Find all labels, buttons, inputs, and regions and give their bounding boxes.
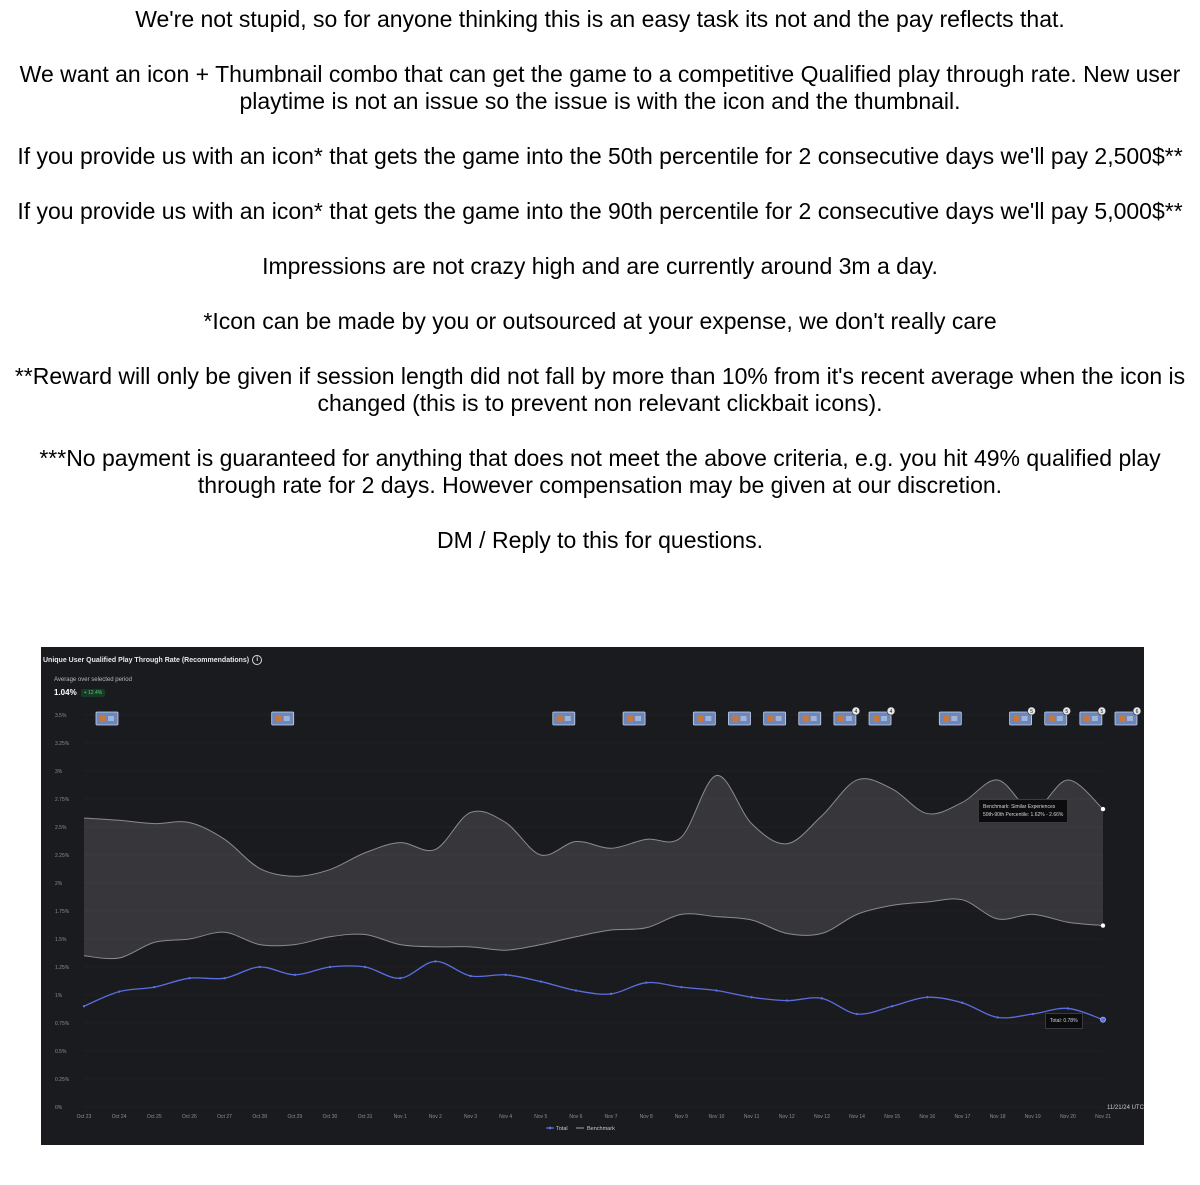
total-point (891, 1005, 893, 1007)
annotation-marker (1080, 712, 1102, 725)
chart-svg (41, 647, 1144, 1145)
annotation-marker-thumb (697, 715, 703, 722)
y-tick-label: 3.25% (55, 741, 70, 747)
annotation-marker-thumb (776, 716, 782, 721)
total-point (996, 1016, 998, 1018)
total-point (504, 974, 506, 976)
x-tick-label: Nov 5 (534, 1114, 548, 1120)
annotation-marker-thumb (276, 715, 282, 722)
annotation-marker (834, 712, 856, 725)
y-tick-label: 2% (55, 881, 63, 887)
annotation-marker-thumb (838, 715, 844, 722)
y-tick-label: 0.25% (55, 1077, 70, 1083)
x-tick-label: Nov 11 (743, 1114, 760, 1120)
post-paragraph: If you provide us with an icon* that gets the game into the 50th percentile for 2 consecutive days we'll pay 2,500$** (17, 143, 1183, 169)
y-tick-label: 0% (55, 1105, 63, 1111)
total-point (961, 1002, 963, 1004)
average-change-badge: + 12.4% (81, 689, 106, 697)
annotation-marker-thumb (881, 716, 887, 721)
post-paragraph: ***No payment is guaranteed for anything that does not meet the above criteria, e.g. you hit 49% qualified play through rate for 2 days. However compensation may be given at our discretion. (39, 445, 1161, 498)
y-tick-label: 1.25% (55, 965, 70, 971)
annotation-marker-thumb (768, 715, 774, 722)
annotation-badge-label: 5 (1030, 709, 1033, 715)
total-tooltip (1045, 1013, 1083, 1029)
info-icon[interactable]: i (252, 655, 262, 665)
annotation-marker-thumb (100, 715, 106, 722)
post-paragraph: We're not stupid, so for anyone thinking this is an easy task its not and the pay reflects that. (135, 6, 1065, 32)
benchmark-tooltip-line2: 50th-90th Percentile: 1.62% - 2.66% (983, 812, 1064, 819)
annotation-marker-thumb (565, 716, 571, 721)
annotation-marker-thumb (811, 716, 817, 721)
total-point (153, 986, 155, 988)
x-tick-label: Oct 26 (182, 1114, 197, 1120)
total-point (188, 977, 190, 979)
annotation-marker-thumb (108, 716, 114, 721)
annotation-marker (728, 712, 750, 725)
average-label: Average over selected period (54, 677, 132, 683)
x-tick-label: Oct 27 (217, 1114, 232, 1120)
annotation-marker (939, 712, 961, 725)
x-tick-label: Nov 16 (919, 1114, 936, 1120)
post-paragraph: Impressions are not crazy high and are currently around 3m a day. (262, 253, 938, 279)
x-tick-label: Nov 8 (639, 1114, 653, 1120)
x-tick-label: Nov 6 (569, 1114, 583, 1120)
legend-total-label: Total (556, 1126, 568, 1132)
x-tick-label: Nov 15 (884, 1114, 901, 1120)
benchmark-lower-endpoint (1101, 923, 1105, 927)
x-tick-label: Nov 17 (954, 1114, 971, 1120)
total-tooltip-line1: Total: 0.78% (1050, 1017, 1078, 1024)
annotation-marker-thumb (1084, 715, 1090, 722)
total-point (118, 990, 120, 992)
x-tick-label: Oct 28 (252, 1114, 268, 1120)
post-paragraph: If you provide us with an icon* that gets the game into the 90th percentile for 2 consecutive days we'll pay 5,000$** (17, 198, 1183, 224)
x-tick-label: Nov 4 (499, 1114, 513, 1120)
total-point (645, 981, 647, 983)
annotation-marker-thumb (1057, 716, 1063, 721)
x-tick-label: Oct 23 (76, 1114, 92, 1120)
benchmark-tooltip (978, 799, 1068, 823)
annotation-marker-thumb (1092, 716, 1098, 721)
annotation-marker-thumb (943, 715, 949, 722)
total-point (223, 977, 225, 979)
total-point (294, 974, 296, 976)
total-line (84, 961, 1103, 1019)
total-point (469, 975, 471, 977)
x-tick-label: Oct 29 (287, 1114, 303, 1120)
total-point (1067, 1007, 1069, 1009)
annotation-marker-thumb (1014, 715, 1020, 722)
annotation-marker-thumb (627, 715, 633, 722)
annotation-marker (272, 712, 294, 725)
benchmark-upper-endpoint (1101, 807, 1105, 811)
annotation-marker (799, 712, 821, 725)
annotation-marker-thumb (1022, 716, 1028, 721)
total-point (926, 996, 928, 998)
chart-title-text: Unique User Qualified Play Through Rate (Recommendations) (43, 656, 250, 664)
x-tick-label: Nov 13 (813, 1114, 830, 1120)
x-tick-label: Oct 30 (322, 1114, 338, 1120)
x-tick-label: Nov 14 (849, 1114, 865, 1120)
benchmark-tooltip-line1: Benchmark: Similar Experiences (983, 804, 1056, 811)
total-point (364, 966, 366, 968)
x-tick-label: Oct 24 (111, 1114, 127, 1120)
y-tick-label: 0.75% (55, 1021, 70, 1027)
annotation-marker-thumb (1119, 715, 1125, 722)
annotation-marker (693, 712, 715, 725)
annotation-badge-label: 5 (1100, 709, 1104, 715)
x-tick-label: Nov 9 (674, 1114, 688, 1120)
x-tick-label: Oct 31 (357, 1114, 373, 1120)
annotation-marker-thumb (705, 716, 711, 721)
x-tick-label: Nov 3 (463, 1114, 478, 1120)
total-point (680, 986, 682, 988)
total-point (715, 989, 717, 991)
total-point (821, 997, 823, 999)
annotation-marker (96, 712, 118, 725)
post-paragraph: **Reward will only be given if session length did not fall by more than 10% from it's recent average when the icon is changed (this is to prevent non relevant clickbait icons). (14, 363, 1186, 416)
total-point (1032, 1013, 1034, 1015)
post-paragraph: We want an icon + Thumbnail combo that can get the game to a competitive Qualified play through rate. New user playtime is not an issue so the issue is with the icon and the thumbnail. (19, 61, 1181, 114)
total-point (856, 1013, 858, 1015)
x-tick-label: Nov 18 (989, 1114, 1006, 1120)
total-point (610, 993, 612, 995)
chart-title (43, 655, 262, 665)
x-tick-label: Oct 25 (146, 1114, 162, 1120)
annotation-marker (1115, 712, 1137, 725)
annotation-marker (1010, 712, 1032, 725)
date-label: 11/21/24 UTC (1107, 1105, 1144, 1111)
annotation-badge-label: 4 (889, 709, 893, 715)
annotation-marker-thumb (846, 716, 852, 721)
average-value-row (54, 688, 105, 697)
legend-benchmark-label: Benchmark (587, 1126, 615, 1132)
annotation-marker (764, 712, 786, 725)
total-point (750, 996, 752, 998)
annotation-marker-thumb (740, 716, 746, 721)
annotation-marker-thumb (951, 716, 957, 721)
annotation-marker-thumb (635, 716, 641, 721)
x-tick-label: Nov 10 (708, 1114, 725, 1120)
annotation-marker (1045, 712, 1067, 725)
total-point (786, 999, 788, 1001)
annotation-marker (553, 712, 575, 725)
total-point (540, 980, 542, 982)
total-point (575, 989, 577, 991)
benchmark-band (84, 775, 1103, 958)
y-tick-label: 1% (55, 993, 63, 999)
total-point (83, 1005, 85, 1007)
x-tick-label: Nov 7 (604, 1114, 618, 1120)
annotation-marker-thumb (1049, 715, 1055, 722)
annotation-marker-thumb (284, 716, 290, 721)
y-tick-label: 2.75% (55, 797, 70, 803)
total-point (399, 977, 401, 979)
x-tick-label: Nov 19 (1024, 1114, 1041, 1120)
post-paragraph: *Icon can be made by you or outsourced at your expense, we don't really care (203, 308, 997, 334)
post-paragraph: DM / Reply to this for questions. (437, 527, 763, 553)
x-tick-label: Nov 2 (428, 1114, 442, 1120)
post-text (0, 6, 1200, 582)
total-point (329, 966, 331, 968)
total-point (1100, 1017, 1105, 1022)
annotation-marker-thumb (873, 715, 879, 722)
x-tick-label: Nov 12 (778, 1114, 795, 1120)
y-tick-label: 0.5% (55, 1049, 67, 1055)
y-tick-label: 1.5% (55, 937, 67, 943)
annotation-badge-label: 6 (1135, 709, 1139, 715)
x-tick-label: Nov 1 (393, 1114, 407, 1120)
annotation-badge-label: 4 (854, 709, 858, 715)
annotation-marker (623, 712, 645, 725)
chart-panel (41, 647, 1144, 1145)
total-point (434, 960, 436, 962)
y-tick-label: 2.25% (55, 853, 70, 859)
annotation-marker-thumb (732, 715, 738, 722)
y-tick-label: 1.75% (55, 909, 70, 915)
legend-total-dot (549, 1127, 552, 1130)
total-point (258, 966, 260, 968)
annotation-marker-thumb (1127, 716, 1133, 721)
annotation-marker (869, 712, 891, 725)
annotation-marker-thumb (803, 715, 809, 722)
y-tick-label: 3.5% (55, 713, 67, 719)
average-value: 1.04% (54, 688, 77, 697)
annotation-marker-thumb (557, 715, 563, 722)
annotation-badge-label: 5 (1065, 709, 1069, 715)
x-tick-label: Nov 20 (1059, 1114, 1076, 1120)
x-tick-label: Nov 21 (1095, 1114, 1111, 1120)
y-tick-label: 2.5% (55, 825, 67, 831)
y-tick-label: 3% (55, 769, 63, 775)
